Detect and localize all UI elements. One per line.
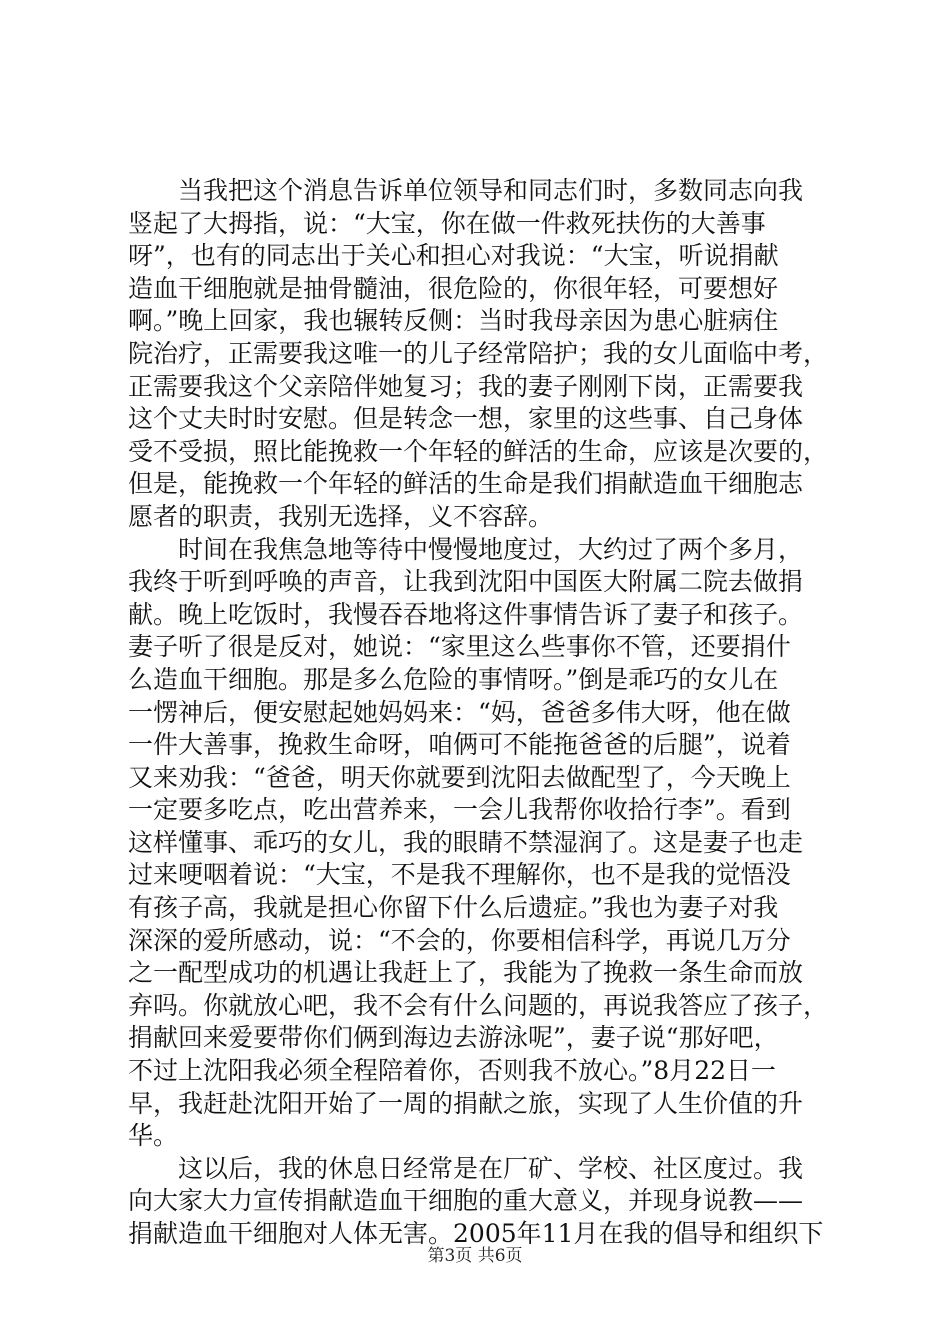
text-line: 但是，能挽救一个年轻的鲜活的生命是我们捐献造血干细胞志 xyxy=(128,469,804,499)
text-line: 呀”，也有的同志出于关心和担心对我说：“大宝，听说捐献 xyxy=(128,241,779,271)
text-line: 捐献回来爱要带你们俩到海边去游泳呢”，妻子说“那好吧， xyxy=(128,1023,779,1053)
text-line: 愿者的职责，我别无选择，义不容辞。 xyxy=(128,501,554,531)
text-line: 早，我赶赴沈阳开始了一周的捐献之旅，实现了人生价值的升 xyxy=(128,1088,804,1118)
text-line: 献。晚上吃饭时，我慢吞吞地将这件事情告诉了妻子和孩子。 xyxy=(128,599,804,629)
text-line: 时间在我焦急地等待中慢慢地度过，大约过了两个多月， xyxy=(128,534,804,564)
text-line: 竖起了大拇指，说：“大宝，你在做一件救死扶伤的大善事 xyxy=(128,208,766,238)
text-line: 有孩子高，我就是担心你留下什么后遗症。”我也为妻子对我 xyxy=(128,893,779,923)
text-line: 一件大善事，挽救生命呀，咱俩可不能拖爸爸的后腿”，说着 xyxy=(128,730,791,760)
text-line: 华。 xyxy=(128,1121,179,1151)
body-text xyxy=(128,175,838,1251)
text-line: 当我把这个消息告诉单位领导和同志们时，多数同志向我 xyxy=(128,176,804,205)
text-line: 过来哽咽着说：“大宝，不是我不理解你，也不是我的觉悟没 xyxy=(128,860,791,890)
text-line: 啊。”晚上回家，我也辗转反侧：当时我母亲因为患心脏病住 xyxy=(128,306,779,336)
text-line: 向大家大力宣传捐献造血干细胞的重大意义，并现身说教—— xyxy=(128,1186,804,1216)
text-line: 正需要我这个父亲陪伴她复习；我的妻子刚刚下岗，正需要我 xyxy=(128,371,804,401)
text-line: 不过上沈阳我必须全程陪着你，否则我不放心。”8月22日一 xyxy=(128,1056,777,1086)
text-line: 捐献造血干细胞对人体无害。2005年11月在我的倡导和组织下 xyxy=(128,1219,824,1248)
text-line: 这以后，我的休息日经常是在厂矿、学校、社区度过。我 xyxy=(128,1153,804,1183)
text-line: 受不受损，照比能挽救一个年轻的鲜活的生命，应该是次要的， xyxy=(128,436,829,466)
text-line: 这样懂事、乖巧的女儿，我的眼睛不禁湿润了。这是妻子也走 xyxy=(128,827,804,857)
text-line: 我终于听到呼唤的声音，让我到沈阳中国医大附属二院去做捐 xyxy=(128,567,804,597)
text-line: 又来劝我：“爸爸，明天你就要到沈阳去做配型了，今天晚上 xyxy=(128,762,791,792)
text-line: 这个丈夫时时安慰。但是转念一想，家里的这些事、自己身体 xyxy=(128,404,804,434)
text-line: 一定要多吃点，吃出营养来，一会儿我帮你收拾行李”。看到 xyxy=(128,795,791,825)
text-line: 之一配型成功的机遇让我赶上了，我能为了挽救一条生命而放 xyxy=(128,958,804,988)
text-line: 造血干细胞就是抽骨髓油，很危险的，你很年轻，可要想好 xyxy=(128,273,779,303)
text-line: 一愣神后，便安慰起她妈妈来：“妈，爸爸多伟大呀，他在做 xyxy=(128,697,791,727)
text-line: 深深的爱所感动，说：“不会的，你要相信科学，再说几万分 xyxy=(128,925,791,955)
text-line: 么造血干细胞。那是多么危险的事情呀。”倒是乖巧的女儿在 xyxy=(128,664,779,694)
text-line: 弃吗。你就放心吧，我不会有什么问题的，再说我答应了孩子， xyxy=(128,990,829,1020)
text-line: 妻子听了很是反对，她说：“家里这么些事你不管，还要捐什 xyxy=(128,632,791,662)
text-line: 院治疗，正需要我这唯一的儿子经常陪护；我的女儿面临中考， xyxy=(128,338,829,368)
page-number-footer: 第3页 共6页 xyxy=(427,1246,523,1266)
